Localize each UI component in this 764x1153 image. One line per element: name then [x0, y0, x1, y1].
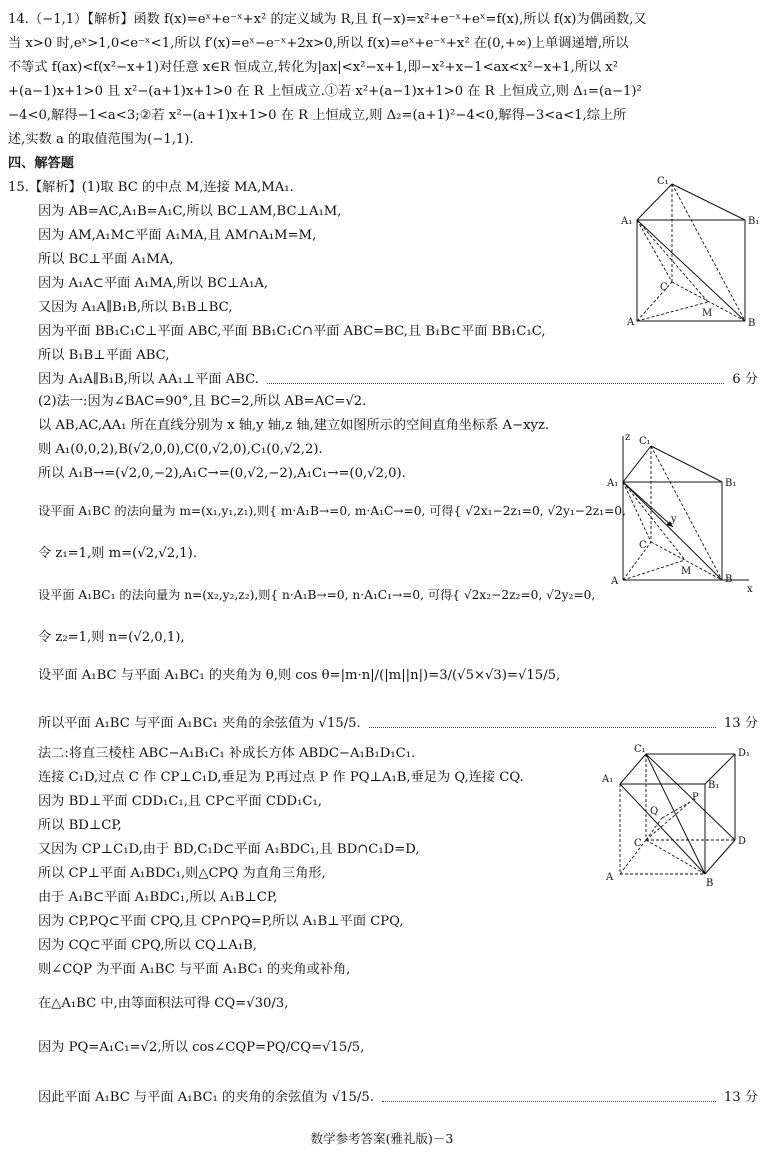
- score-label: 13 分: [723, 1090, 758, 1105]
- score-label: 13 分: [723, 716, 758, 731]
- q15-line: 因为平面 BB₁C₁C⊥平面 ABC,平面 BB₁C₁C∩平面 ABC=BC,且 B₁B⊂平面 BB₁C₁C,: [38, 324, 546, 339]
- q14-line-5: −4<0,解得−1<a<3;②若 x²−(a+1)x+1>0 在 R 上恒成立,则 Δ₂=(a+1)²−4<0,解得−3<a<1,综上所: [8, 108, 627, 123]
- prism-figure-2: [605, 432, 757, 594]
- label-C1: C₁: [639, 436, 651, 447]
- prism-figure-1: [615, 172, 760, 332]
- q15-line: 法二:将直三棱柱 ABC−A₁B₁C₁ 补成长方体 ABDC−A₁B₁D₁C₁.: [38, 746, 416, 761]
- label-A1: A₁: [621, 216, 633, 227]
- label-z: z: [625, 432, 631, 443]
- q15-line: 所以 CP⊥平面 A₁BDC₁,则△CPQ 为直角三角形,: [38, 866, 326, 881]
- q14-line-3: 不等式 f(ax)<f(x²−x+1)对任意 x∈R 恒成立,转化为|ax|<x²−x+1,即−x²+x−1<ax<x²−x+1,所以 x²: [8, 60, 618, 75]
- q15-line: 则∠CQP 为平面 A₁BC 与平面 A₁BC₁ 的夹角或补角,: [38, 962, 351, 977]
- label-A1: A₁: [602, 774, 614, 785]
- label-A1: A₁: [607, 478, 619, 489]
- label-M: M: [702, 308, 713, 319]
- q15-line: 所以平面 A₁BC 与平面 A₁BC₁ 夹角的余弦值为 √15/5.: [38, 716, 361, 731]
- q15-line: 令 z₂=1,则 n=(√2,0,1),: [38, 630, 185, 645]
- label-A: A: [611, 576, 619, 587]
- score-row: [38, 368, 764, 387]
- q15-line: 因为 CQ⊂平面 CPQ,所以 CQ⊥A₁B,: [38, 938, 257, 953]
- label-B1: B₁: [708, 780, 720, 791]
- page-footer: 数学参考答案(雅礼版)－3: [310, 1131, 454, 1146]
- label-P: P: [692, 792, 699, 803]
- label-B1: B₁: [725, 478, 737, 489]
- q15-line: 因为 BD⊥平面 CDD₁C₁,且 CP⊂平面 CDD₁C₁,: [38, 794, 322, 809]
- q15-line: 由于 A₁B⊂平面 A₁BDC₁,所以 A₁B⊥CP,: [38, 890, 278, 905]
- q15-line: 连接 C₁D,过点 C 作 CP⊥C₁D,垂足为 P,再过点 P 作 PQ⊥A₁B,垂足为 Q,连接 CQ.: [38, 770, 524, 785]
- q15-line: 因为 CP,PQ⊂平面 CPQ,且 CP∩PQ=P,所以 A₁B⊥平面 CPQ,: [38, 914, 404, 929]
- q15-line: 因此平面 A₁BC 与平面 A₁BC₁ 的夹角的余弦值为 √15/5.: [38, 1090, 374, 1105]
- label-y: y: [671, 514, 677, 525]
- section-heading: 四、解答题: [8, 156, 74, 171]
- q14-line-2: 当 x>0 时,eˣ>1,0<e⁻ˣ<1,所以 f′(x)=eˣ−e⁻ˣ+2x>0,所以 f(x)=eˣ+e⁻ˣ+x² 在(0,+∞)上单调递增,所以: [8, 36, 629, 51]
- q14-line-1: 14.（−1,1）【解析】函数 f(x)=eˣ+e⁻ˣ+x² 的定义域为 R,且 f(−x)=x²+e⁻ˣ+eˣ=f(x),所以 f(x)为偶函数,又: [8, 12, 647, 27]
- q15-line: 因为 AB=AC,A₁B=A₁C,所以 BC⊥AM,BC⊥A₁M,: [38, 204, 342, 219]
- score-row: [38, 1086, 764, 1105]
- label-B: B: [748, 318, 756, 329]
- q15-line: 设平面 A₁BC 与平面 A₁BC₁ 的夹角为 θ,则 cos θ=|m·n|/(|m||n|)=3/(√5×√3)=√15/5,: [38, 668, 561, 683]
- q15-line: 因为 AM,A₁M⊂平面 A₁MA,且 AM∩A₁M=M,: [38, 228, 317, 243]
- cuboid-figure-3: [600, 740, 758, 890]
- label-C: C: [660, 282, 668, 293]
- q15-line: 所以 A₁B→=(√2,0,−2),A₁C→=(0,√2,−2),A₁C₁→=(0,√2,0).: [38, 466, 406, 481]
- label-C: C: [639, 540, 647, 551]
- q15-line: 以 AB,AC,AA₁ 所在直线分别为 x 轴,y 轴,z 轴,建立如图所示的空间直角坐标系 A−xyz.: [38, 418, 550, 433]
- q14-line-4: +(a−1)x+1>0 且 x²−(a+1)x+1>0 在 R 上恒成立.①若 x²+(a−1)x+1>0 在 R 上恒成立,则 Δ₁=(a−1)²: [8, 84, 642, 99]
- leader-dots: [382, 1100, 716, 1102]
- q15-line: 设平面 A₁BC 的法向量为 m=(x₁,y₁,z₁),则{ m·A₁B→=0, m·A₁C→=0, 可得{ √2x₁−2z₁=0, √2y₁−2z₁=0,: [38, 504, 626, 518]
- label-A: A: [627, 317, 635, 328]
- q15-line: 因为 A₁A∥B₁B,所以 AA₁⊥平面 ABC.: [38, 372, 259, 387]
- label-M: M: [681, 566, 692, 577]
- leader-dots: [267, 382, 724, 384]
- label-D: D: [738, 836, 747, 847]
- score-row: [38, 712, 764, 731]
- q15-line: 所以 B₁B⊥平面 ABC,: [38, 348, 170, 363]
- score-label: 6 分: [732, 372, 758, 387]
- q15-line: 所以 BC⊥平面 A₁MA,: [38, 252, 174, 267]
- q15-line: 又因为 CP⊥C₁D,由于 BD,C₁D⊂平面 A₁BDC₁,且 BD∩C₁D=D,: [38, 842, 420, 857]
- label-C1: C₁: [634, 744, 646, 755]
- leader-dots: [369, 726, 716, 728]
- q15-line: 设平面 A₁BC₁ 的法向量为 n=(x₂,y₂,z₂),则{ n·A₁B→=0, n·A₁C₁→=0, 可得{ √2x₂−2z₂=0, √2y₂=0,: [38, 588, 596, 602]
- q14-line-6: 述,实数 a 的取值范围为(−1,1).: [8, 132, 194, 147]
- label-B: B: [725, 574, 733, 585]
- label-B: B: [706, 878, 714, 889]
- label-D1: D₁: [738, 748, 751, 759]
- label-C1: C₁: [657, 176, 669, 187]
- q15-line: 令 z₁=1,则 m=(√2,√2,1).: [38, 546, 198, 561]
- q15-line: 因为 PQ=A₁C₁=√2,所以 cos∠CQP=PQ/CQ=√15/5,: [38, 1040, 365, 1055]
- q15-line: 因为 A₁A⊂平面 A₁MA,所以 BC⊥A₁A,: [38, 276, 269, 291]
- q15-line: 在△A₁BC 中,由等面积法可得 CQ=√30/3,: [38, 996, 289, 1011]
- q15-line: 又因为 A₁A∥B₁B,所以 B₁B⊥BC,: [38, 300, 233, 315]
- label-C: C: [634, 838, 642, 849]
- q15-line: (2)法一:因为∠BAC=90°,且 BC=2,所以 AB=AC=√2.: [38, 394, 367, 409]
- label-x: x: [747, 584, 753, 595]
- q15-line: 则 A₁(0,0,2),B(√2,0,0),C(0,√2,0),C₁(0,√2,2).: [38, 442, 323, 457]
- q15-line: 所以 BD⊥CP,: [38, 818, 122, 833]
- label-B1: B₁: [748, 216, 760, 227]
- label-A: A: [606, 872, 614, 883]
- q15-line: 15.【解析】(1)取 BC 的中点 M,连接 MA,MA₁.: [8, 180, 294, 195]
- label-Q: Q: [650, 806, 659, 817]
